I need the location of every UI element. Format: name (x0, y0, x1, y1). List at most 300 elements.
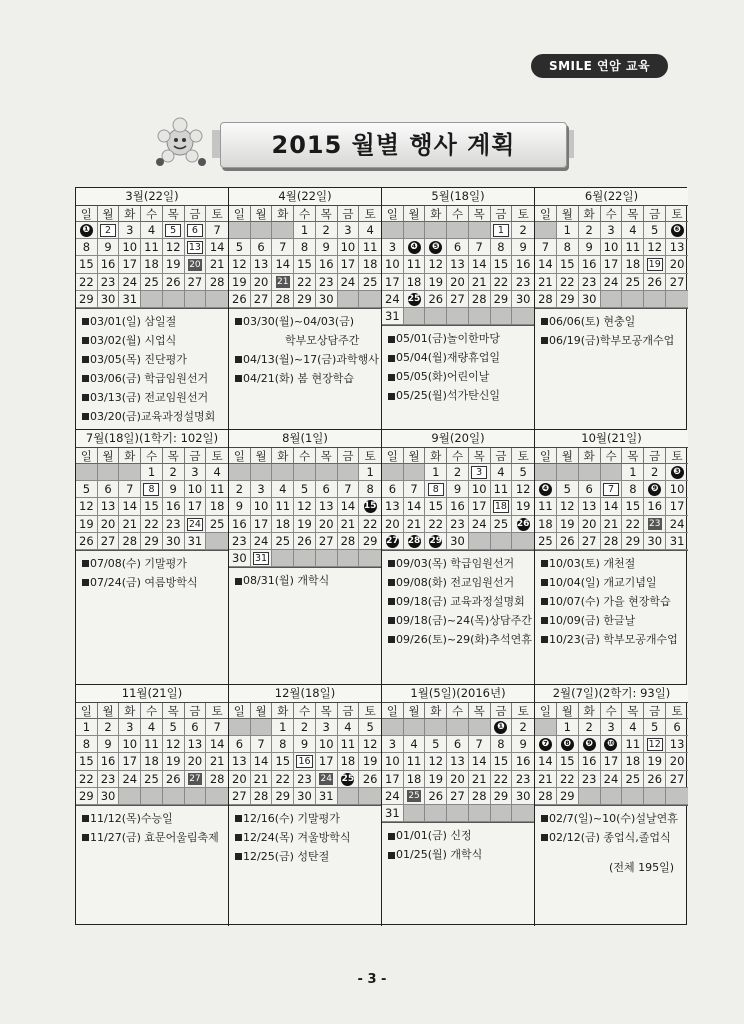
event-text: 09/26(토)~29(화)추석연휴 (396, 632, 532, 646)
day-cell: 29 (491, 291, 513, 308)
month-block (535, 188, 688, 429)
event-text: 03/13(금) 전교임원선거 (90, 390, 209, 404)
weekday-header: 화 (272, 206, 294, 222)
weekday-header: 수 (294, 206, 316, 222)
day-cell: 14 (535, 753, 557, 770)
event-text: 06/06(토) 현충일 (549, 314, 636, 328)
holiday-day-marker: ❸ (671, 466, 684, 479)
day-cell: 18 (404, 771, 426, 788)
month-events (76, 550, 228, 592)
day-cell: 28 (251, 788, 273, 805)
day-cell (579, 736, 601, 753)
event-item (388, 554, 534, 573)
highlighted-day-marker: 25 (408, 791, 420, 802)
bullet-square-icon (235, 375, 242, 382)
day-cell: 1 (272, 719, 294, 736)
event-item (388, 367, 534, 386)
day-cell: 15 (425, 498, 447, 515)
empty-day-cell (469, 222, 491, 239)
day-cell: 22 (76, 274, 98, 291)
bullet-square-icon (82, 337, 89, 344)
holiday-day-marker: ❼ (539, 738, 552, 751)
day-cell: 20 (666, 256, 688, 273)
weekday-header: 금 (491, 703, 513, 719)
event-text: 04/13(월)~17(금)과학행사 (243, 352, 379, 366)
calendar-section (76, 430, 686, 685)
day-cell: 8 (491, 736, 513, 753)
bullet-square-icon (388, 833, 395, 840)
day-cell: 22 (359, 516, 381, 533)
day-cell: 18 (141, 753, 163, 770)
day-cell: 4 (141, 222, 163, 239)
holiday-day-marker: ❶ (494, 721, 507, 734)
bullet-square-icon (82, 394, 89, 401)
holiday-day-marker: ❶ (80, 224, 93, 237)
bullet-square-icon (541, 337, 548, 344)
day-cell (185, 239, 207, 256)
empty-day-cell (469, 805, 491, 822)
day-cell: 10 (469, 481, 491, 498)
day-cell: 30 (447, 533, 469, 550)
bullet-square-icon (388, 336, 395, 343)
event-item (541, 809, 688, 828)
day-cell: 10 (251, 498, 273, 515)
day-cell (425, 239, 447, 256)
weekday-header: 토 (512, 448, 534, 464)
day-cell: 11 (338, 736, 360, 753)
boxed-day-marker: 18 (494, 501, 507, 513)
day-cell: 16 (98, 753, 120, 770)
day-cell: 5 (557, 481, 579, 498)
event-item (235, 809, 381, 828)
day-cell (425, 533, 447, 550)
month-header: 3월(22일) (76, 188, 228, 206)
weekday-header: 월 (98, 206, 120, 222)
day-cell: 29 (491, 788, 513, 805)
weekday-header: 수 (447, 703, 469, 719)
day-cell: 21 (251, 771, 273, 788)
day-cell: 23 (447, 516, 469, 533)
day-cell: 2 (447, 464, 469, 481)
event-text: 03/06(금) 학급임원선거 (90, 371, 209, 385)
month-header: 4월(22일) (229, 188, 381, 206)
day-cell: 8 (294, 239, 316, 256)
day-cell: 16 (579, 256, 601, 273)
boxed-day-marker: 19 (648, 259, 661, 271)
month-block (76, 685, 229, 926)
boxed-day-marker: 24 (188, 518, 201, 530)
highlighted-day-marker: 23 (648, 519, 661, 530)
day-cell: 11 (622, 239, 644, 256)
day-cell: 26 (163, 274, 185, 291)
month-day-grid (229, 206, 381, 308)
empty-day-cell (425, 222, 447, 239)
day-cell: 27 (98, 533, 120, 550)
weekday-header: 금 (644, 703, 666, 719)
day-cell: 16 (447, 498, 469, 515)
bullet-square-icon (541, 617, 548, 624)
event-item (82, 388, 228, 407)
boxed-day-marker: 8 (428, 483, 444, 496)
day-cell: 28 (272, 291, 294, 308)
event-item (541, 592, 688, 611)
day-cell: 15 (76, 256, 98, 273)
day-cell: 17 (185, 498, 207, 515)
day-cell: 9 (98, 239, 120, 256)
holiday-day-marker: 28 (407, 535, 421, 546)
day-cell: 23 (512, 274, 534, 291)
empty-day-cell (382, 222, 404, 239)
day-cell: 14 (601, 498, 623, 515)
month-header: 1월(5일)(2016년) (382, 685, 534, 703)
header-badge: SMILE 연암 교육 (531, 54, 668, 78)
day-cell: 22 (294, 274, 316, 291)
weekday-header: 목 (622, 448, 644, 464)
day-cell: 16 (579, 753, 601, 770)
day-cell: 5 (644, 719, 666, 736)
empty-day-cell (535, 222, 557, 239)
day-cell: 22 (272, 771, 294, 788)
day-cell: 19 (425, 274, 447, 291)
day-cell (404, 291, 426, 308)
holiday-day-marker: 27 (386, 535, 399, 546)
day-cell: 3 (119, 222, 141, 239)
day-cell: 20 (382, 516, 404, 533)
empty-day-cell (469, 533, 491, 550)
event-text: 12/24(목) 겨울방학식 (243, 830, 351, 844)
day-cell: 27 (666, 771, 688, 788)
day-cell: 3 (119, 719, 141, 736)
empty-day-cell (535, 719, 557, 736)
month-events (382, 550, 534, 649)
day-cell: 4 (359, 222, 381, 239)
event-item (388, 845, 534, 864)
event-item (388, 573, 534, 592)
weekday-header: 수 (294, 703, 316, 719)
day-cell: 26 (557, 533, 579, 550)
day-cell: 18 (535, 516, 557, 533)
day-cell: 7 (469, 239, 491, 256)
bullet-square-icon (541, 579, 548, 586)
empty-day-cell (404, 719, 426, 736)
empty-day-cell (447, 719, 469, 736)
empty-day-cell (601, 464, 623, 481)
event-item (82, 312, 228, 331)
day-cell: 5 (76, 481, 98, 498)
empty-day-cell (98, 464, 120, 481)
bullet-square-icon (541, 815, 548, 822)
day-cell: 20 (251, 274, 273, 291)
empty-day-cell (229, 719, 251, 736)
event-item (82, 350, 228, 369)
day-cell: 15 (491, 256, 513, 273)
day-cell: 13 (185, 736, 207, 753)
empty-day-cell (185, 291, 207, 308)
day-cell: 17 (119, 256, 141, 273)
day-cell: 15 (557, 753, 579, 770)
holiday-day-marker: 29 (429, 535, 443, 546)
weekday-header: 토 (512, 206, 534, 222)
bullet-square-icon (235, 853, 242, 860)
event-item (388, 592, 534, 611)
day-cell: 5 (294, 481, 316, 498)
day-cell: 2 (579, 222, 601, 239)
day-cell: 19 (76, 516, 98, 533)
day-cell: 14 (251, 753, 273, 770)
event-item (82, 369, 228, 388)
day-cell: 6 (447, 239, 469, 256)
weekday-header: 화 (425, 703, 447, 719)
day-cell (425, 481, 447, 498)
month-events (535, 805, 688, 875)
total-days-note: (전체 195일) (609, 860, 674, 874)
empty-day-cell (512, 805, 534, 822)
day-cell: 18 (622, 256, 644, 273)
event-item (82, 554, 228, 573)
day-cell: 25 (272, 533, 294, 550)
event-text: 05/01(금)놀이한마당 (396, 332, 501, 346)
bullet-square-icon (82, 318, 89, 325)
bullet-square-icon (235, 815, 242, 822)
weekday-header: 수 (447, 448, 469, 464)
empty-day-cell (666, 788, 688, 805)
day-cell: 19 (359, 753, 381, 770)
day-cell: 27 (579, 533, 601, 550)
day-cell: 2 (512, 222, 534, 239)
day-cell: 16 (229, 516, 251, 533)
event-item (82, 407, 228, 426)
weekday-header: 수 (601, 703, 623, 719)
day-cell: 18 (404, 274, 426, 291)
day-cell: 6 (316, 481, 338, 498)
day-cell: 2 (316, 222, 338, 239)
event-text: 06/19(금)학부모공개수업 (549, 333, 675, 347)
empty-day-cell (404, 222, 426, 239)
day-cell (185, 256, 207, 273)
month-block (229, 188, 382, 429)
boxed-day-marker: 5 (165, 224, 181, 237)
day-cell: 13 (229, 753, 251, 770)
day-cell: 16 (512, 753, 534, 770)
day-cell: 6 (98, 481, 120, 498)
day-cell: 4 (404, 736, 426, 753)
weekday-header: 화 (425, 448, 447, 464)
day-cell: 1 (622, 464, 644, 481)
event-item (541, 630, 688, 649)
event-text: 05/05(화)어린이날 (396, 370, 490, 384)
empty-day-cell (622, 291, 644, 308)
weekday-header: 토 (206, 703, 228, 719)
weekday-header: 수 (141, 206, 163, 222)
weekday-header: 일 (382, 206, 404, 222)
bullet-square-icon (541, 598, 548, 605)
month-day-grid (76, 448, 228, 550)
day-cell: 24 (338, 274, 360, 291)
month-events (382, 325, 534, 405)
empty-day-cell (404, 464, 426, 481)
boxed-day-marker: 31 (255, 552, 268, 564)
day-cell: 8 (557, 239, 579, 256)
highlighted-day-marker: 21 (277, 277, 289, 288)
event-item (235, 312, 381, 331)
day-cell: 24 (601, 771, 623, 788)
empty-day-cell (425, 719, 447, 736)
weekday-header: 금 (338, 206, 360, 222)
weekday-header: 금 (644, 448, 666, 464)
month-events (229, 567, 381, 590)
day-cell: 13 (251, 256, 273, 273)
weekday-header: 수 (294, 448, 316, 464)
weekday-header: 토 (666, 703, 688, 719)
day-cell: 11 (404, 753, 426, 770)
bullet-square-icon (388, 636, 395, 643)
day-cell: 21 (535, 771, 557, 788)
boxed-day-marker: 12 (648, 739, 661, 751)
day-cell: 7 (206, 719, 228, 736)
event-text: 01/25(월) 개학식 (396, 848, 483, 862)
event-item (541, 331, 688, 350)
day-cell: 6 (382, 481, 404, 498)
weekday-header: 금 (185, 206, 207, 222)
event-text: 08/31(월) 개학식 (243, 574, 330, 588)
empty-day-cell (163, 291, 185, 308)
empty-day-cell (338, 550, 360, 567)
day-cell: 2 (579, 719, 601, 736)
day-cell: 3 (382, 736, 404, 753)
day-cell: 26 (163, 771, 185, 788)
empty-day-cell (163, 788, 185, 805)
event-item (235, 369, 381, 388)
highlighted-day-marker: 20 (189, 259, 201, 270)
day-cell: 11 (206, 481, 228, 498)
event-text: 07/24(금) 여름방학식 (90, 575, 198, 589)
day-cell: 14 (119, 498, 141, 515)
day-cell (601, 481, 623, 498)
day-cell (76, 222, 98, 239)
day-cell: 30 (229, 550, 251, 567)
bullet-square-icon (388, 393, 395, 400)
weekday-header: 일 (229, 448, 251, 464)
holiday-day-marker: 25 (341, 773, 355, 784)
day-cell (98, 222, 120, 239)
empty-day-cell (644, 291, 666, 308)
day-cell: 14 (469, 753, 491, 770)
day-cell: 9 (229, 498, 251, 515)
holiday-day-marker: ❹ (408, 241, 421, 254)
day-cell: 6 (579, 481, 601, 498)
event-text: 10/07(수) 가을 현장학습 (549, 594, 671, 608)
month-day-grid (229, 448, 381, 567)
day-cell: 10 (601, 239, 623, 256)
day-cell: 27 (316, 533, 338, 550)
weekday-header: 일 (76, 448, 98, 464)
day-cell: 14 (206, 239, 228, 256)
day-cell: 6 (229, 736, 251, 753)
day-cell: 7 (119, 481, 141, 498)
day-cell: 24 (251, 533, 273, 550)
weekday-header: 화 (272, 448, 294, 464)
day-cell: 24 (119, 274, 141, 291)
weekday-header: 일 (535, 448, 557, 464)
month-day-grid (535, 703, 688, 805)
event-item (388, 329, 534, 348)
day-cell: 10 (316, 736, 338, 753)
day-cell: 1 (425, 464, 447, 481)
event-text: 12/16(수) 기말평가 (243, 811, 340, 825)
weekday-header: 일 (535, 206, 557, 222)
bullet-square-icon (235, 834, 242, 841)
event-item (235, 828, 381, 847)
day-cell: 18 (359, 256, 381, 273)
day-cell: 5 (163, 719, 185, 736)
month-events (76, 805, 228, 847)
month-block (535, 685, 688, 926)
empty-day-cell (338, 788, 360, 805)
day-cell: 11 (359, 239, 381, 256)
day-cell: 19 (229, 274, 251, 291)
day-cell: 12 (229, 256, 251, 273)
day-cell: 8 (272, 736, 294, 753)
bullet-square-icon (82, 579, 89, 586)
boxed-day-marker: 13 (188, 242, 201, 254)
weekday-header: 수 (601, 206, 623, 222)
boxed-day-marker: 16 (298, 756, 311, 768)
weekday-header: 화 (579, 448, 601, 464)
weekday-header: 월 (557, 448, 579, 464)
month-header: 11월(21일) (76, 685, 228, 703)
weekday-header: 화 (425, 206, 447, 222)
empty-day-cell (206, 291, 228, 308)
month-header: 12월(18일) (229, 685, 381, 703)
weekday-header: 토 (206, 448, 228, 464)
bullet-square-icon (82, 413, 89, 420)
event-item (235, 350, 381, 369)
empty-day-cell (622, 788, 644, 805)
day-cell: 17 (382, 274, 404, 291)
day-cell: 17 (316, 753, 338, 770)
day-cell: 23 (98, 771, 120, 788)
day-cell: 17 (666, 498, 688, 515)
day-cell: 24 (382, 291, 404, 308)
empty-day-cell (229, 464, 251, 481)
day-cell: 29 (141, 533, 163, 550)
highlighted-day-marker: 27 (189, 774, 201, 785)
day-cell: 11 (535, 498, 557, 515)
month-header: 6월(22일) (535, 188, 688, 206)
weekday-header: 화 (579, 703, 601, 719)
day-cell: 14 (404, 498, 426, 515)
day-cell: 28 (469, 291, 491, 308)
empty-day-cell (359, 550, 381, 567)
month-header: 10월(21일) (535, 430, 688, 448)
day-cell: 16 (512, 256, 534, 273)
empty-day-cell (251, 222, 273, 239)
day-cell: 18 (141, 256, 163, 273)
bullet-square-icon (541, 560, 548, 567)
day-cell: 22 (141, 516, 163, 533)
day-cell: 19 (644, 753, 666, 770)
day-cell: 7 (206, 222, 228, 239)
weekday-header: 금 (338, 703, 360, 719)
day-cell: 13 (447, 753, 469, 770)
event-text: 09/08(화) 전교임원선거 (396, 575, 515, 589)
empty-day-cell (119, 464, 141, 481)
day-cell: 13 (98, 498, 120, 515)
day-cell: 22 (622, 516, 644, 533)
day-cell: 8 (622, 481, 644, 498)
day-cell: 13 (447, 256, 469, 273)
weekday-header: 수 (141, 703, 163, 719)
